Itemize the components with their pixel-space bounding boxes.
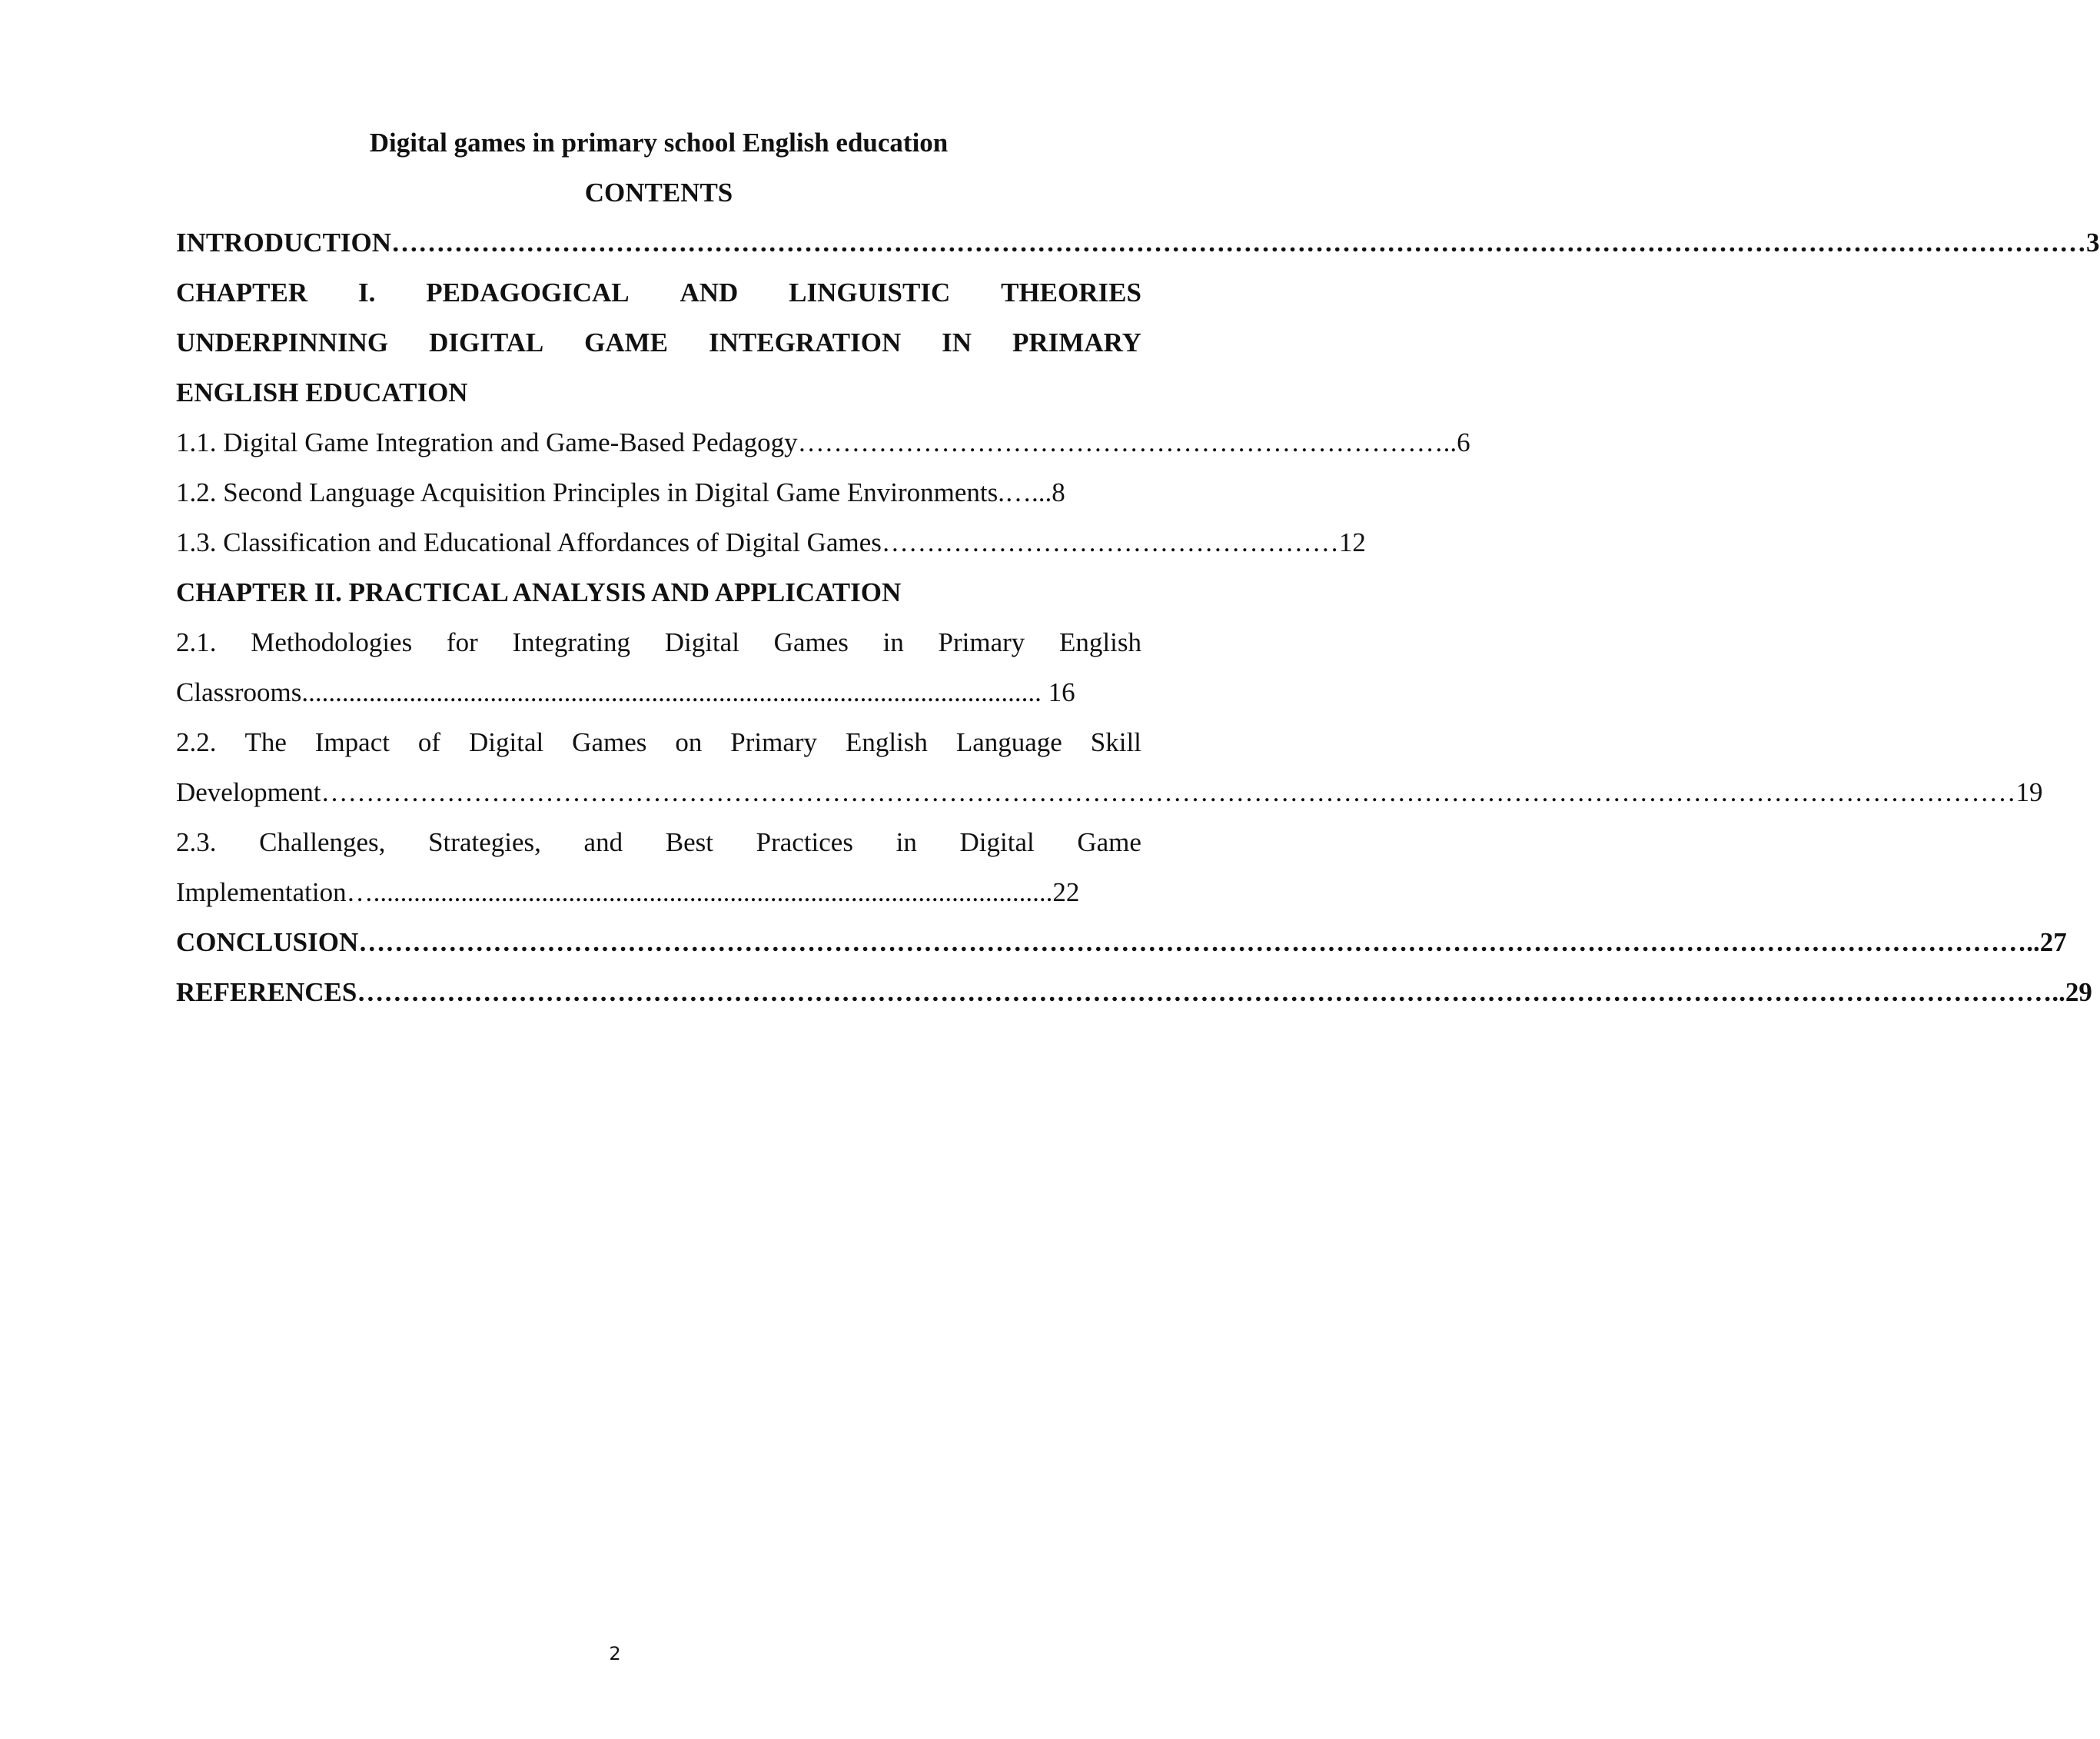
toc-word: 2.3. (176, 827, 217, 857)
toc-word: Integrating (512, 627, 631, 657)
toc-word: The (244, 727, 287, 757)
toc-word: English (845, 727, 928, 757)
page-number: 2 (609, 1643, 621, 1664)
toc-word: Digital (959, 827, 1035, 857)
toc-entry-2-3-line-1 (176, 821, 1141, 871)
toc-entry-chapter-2: CHAPTER II. PRACTICAL ANALYSIS AND APPLICATION (176, 577, 902, 607)
toc-word: Language (955, 727, 1062, 757)
toc-word: LINGUISTIC (789, 278, 951, 308)
toc-entry-2-2-line-2: Development………………………………………………………………………………………………………………………………………………………………………19 (176, 777, 2043, 807)
toc-entry-references: REFERENCES………………………………………………………………………………………………………………………………………………………………………..29 (176, 977, 2092, 1007)
toc-entry-2-2-line-1 (176, 721, 1141, 771)
toc-word: in (882, 627, 904, 657)
toc-word: Impact (314, 727, 390, 757)
toc-word: English (1059, 627, 1141, 657)
toc-word: of (417, 727, 441, 757)
toc-entry-1-2: 1.2. Second Language Acquisition Principles in Digital Game Environments.…...8 (176, 477, 1065, 507)
toc-entry-chapter-1-line-3: ENGLISH EDUCATION (176, 377, 468, 407)
toc-entry-chapter-1-line-2 (176, 321, 1141, 371)
toc-word: Practices (756, 827, 853, 857)
toc-word: Strategies, (428, 827, 541, 857)
toc-word: INTEGRATION (708, 328, 902, 357)
toc-entry-2-3-line-2: Implementation….....................................................................................................22 (176, 877, 1080, 907)
toc-word: Games (572, 727, 647, 757)
toc-word: PRIMARY (1012, 328, 1141, 357)
toc-entry-conclusion: CONCLUSION……………………………………………………………………………………………………………………………………………………………………..27 (176, 927, 2067, 957)
toc-entry-1-3: 1.3. Classification and Educational Affordances of Digital Games……………………………………………12 (176, 527, 1366, 557)
toc-word: for (446, 627, 478, 657)
document-title: Digital games in primary school English education (369, 128, 949, 158)
table-of-contents (176, 121, 2100, 1021)
toc-word: Challenges, (259, 827, 386, 857)
toc-word: GAME (584, 328, 669, 357)
toc-word: Methodologies (251, 627, 413, 657)
toc-entry-2-1-line-2: Classrooms.............................................................................................................. 16 (176, 677, 1075, 707)
toc-word: THEORIES (1001, 278, 1141, 308)
toc-entry-1-1: 1.1. Digital Game Integration and Game-Based Pedagogy………………………………………………………………..6 (176, 427, 1470, 457)
toc-word: Skill (1090, 727, 1141, 757)
toc-entry-introduction: INTRODUCTION………………………………………………………………………………………………………………………………………………………………………3 (176, 228, 2100, 258)
toc-word: UNDERPINNING (176, 328, 389, 357)
toc-word: in (895, 827, 917, 857)
toc-entry-chapter-1-line-1 (176, 271, 1141, 321)
toc-word: and (583, 827, 623, 857)
toc-word: 2.2. (176, 727, 217, 757)
toc-word: Game (1077, 827, 1141, 857)
toc-word: Primary (730, 727, 818, 757)
toc-entry-2-1-line-1 (176, 621, 1141, 671)
toc-word: 2.1. (176, 627, 217, 657)
toc-word: CHAPTER (176, 278, 308, 308)
contents-heading: CONTENTS (584, 178, 733, 208)
toc-word: Digital (664, 627, 739, 657)
toc-word: DIGITAL (429, 328, 544, 357)
toc-word: Digital (469, 727, 544, 757)
toc-word: Primary (938, 627, 1025, 657)
toc-word: I. (357, 278, 376, 308)
toc-word: Best (665, 827, 713, 857)
toc-word: AND (680, 278, 739, 308)
toc-word: on (675, 727, 703, 757)
toc-word: IN (942, 328, 972, 357)
toc-word: PEDAGOGICAL (426, 278, 630, 308)
toc-word: Games (773, 627, 849, 657)
